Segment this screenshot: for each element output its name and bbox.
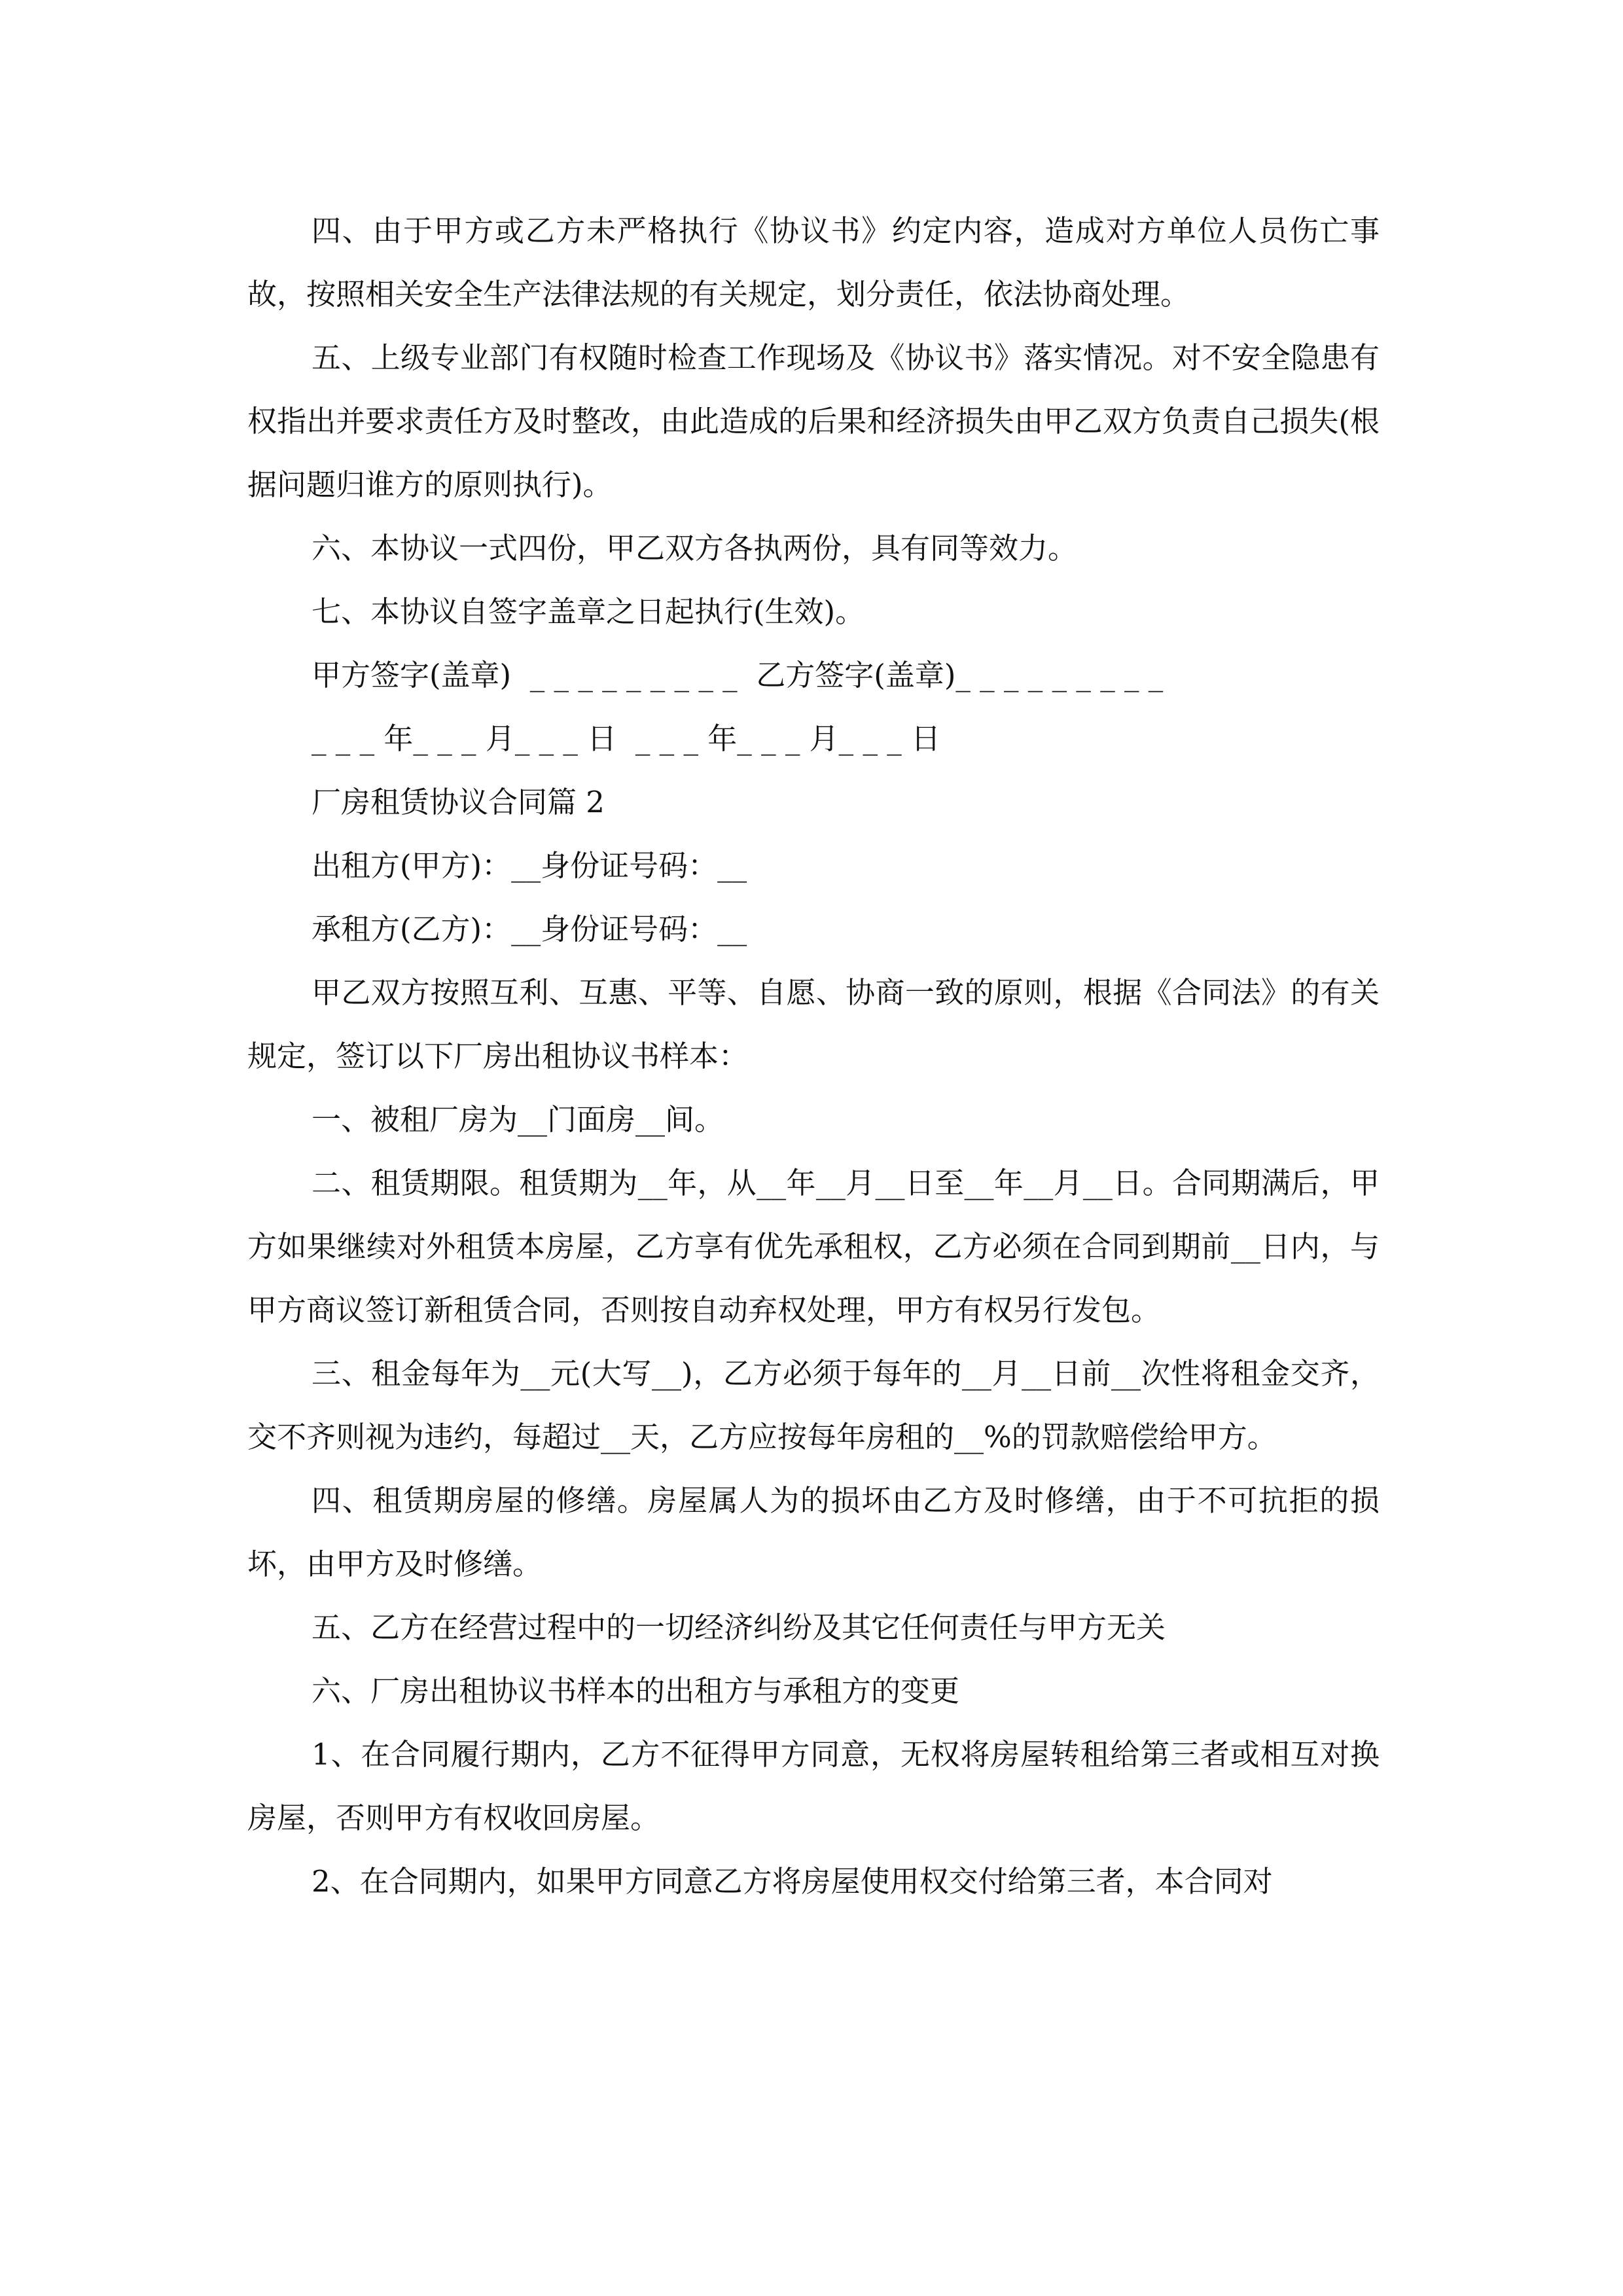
- section-2-clause-1: 一、被租厂房为__门面房__间。: [312, 1102, 724, 1137]
- section-2-intro-paragraph: 甲乙双方按照互利、互惠、平等、自愿、协商一致的原则，根据《合同法》的有关规定，签订以下厂房出租协议书样本：: [247, 975, 1380, 1073]
- clause-7-paragraph: 七、本协议自签字盖章之日起执行(生效)。: [312, 594, 865, 629]
- signature-line: 甲方签字(盖章) _ _ _ _ _ _ _ _ _ 乙方签字(盖章)_ _ _ _ _ _ _ _ _: [312, 658, 1164, 692]
- section-2-title: 厂房租赁协议合同篇 2: [312, 785, 605, 819]
- section-2-clause-5: 五、乙方在经营过程中的一切经济纠纷及其它任何责任与甲方无关: [312, 1610, 1166, 1645]
- section-2-subclause-1: 1、在合同履行期内，乙方不征得甲方同意，无权将房屋转租给第三者或相互对换房屋，否则甲方有权收回房屋。: [247, 1737, 1380, 1835]
- lessor-line: 出租方(甲方)：__身份证号码：__: [312, 848, 747, 883]
- document-body: [247, 199, 1380, 1913]
- section-2-clause-4: 四、租赁期房屋的修缮。房屋属人为的损坏由乙方及时修缮，由于不可抗拒的损坏，由甲方及时修缮。: [247, 1483, 1380, 1581]
- clause-5-paragraph: 五、上级专业部门有权随时检查工作现场及《协议书》落实情况。对不安全隐患有权指出并要求责任方及时整改，由此造成的后果和经济损失由甲乙双方负责自己损失(根据问题归谁方的原则执行)。: [247, 340, 1380, 502]
- section-2-clause-6: 六、厂房出租协议书样本的出租方与承租方的变更: [312, 1674, 960, 1708]
- signature-date-line: _ _ _ 年_ _ _ 月_ _ _ 日 _ _ _ 年_ _ _ 月_ _ _ 日: [312, 721, 941, 756]
- section-2-clause-3: 三、租金每年为__元(大写__)，乙方必须于每年的__月__日前__次性将租金交齐，交不齐则视为违约，每超过__天，乙方应按每年房租的__%的罚款赔偿给甲方。: [247, 1356, 1380, 1454]
- clause-6-paragraph: 六、本协议一式四份，甲乙双方各执两份，具有同等效力。: [312, 531, 1078, 565]
- section-2-subclause-2: 2、在合同期内，如果甲方同意乙方将房屋使用权交付给第三者，本合同对: [312, 1864, 1273, 1899]
- lessee-line: 承租方(乙方)：__身份证号码：__: [312, 912, 747, 946]
- section-2-clause-2: 二、租赁期限。租赁期为__年，从__年__月__日至__年__月__日。合同期满后，甲方如果继续对外租赁本房屋，乙方享有优先承租权，乙方必须在合同到期前__日内，与甲方商议签订新租赁合同，否则按自动弃权处理，甲方有权另行发包。: [247, 1166, 1380, 1327]
- clause-4-paragraph: 四、由于甲方或乙方未严格执行《协议书》约定内容，造成对方单位人员伤亡事故，按照相关安全生产法律法规的有关规定，划分责任，依法协商处理。: [247, 213, 1380, 312]
